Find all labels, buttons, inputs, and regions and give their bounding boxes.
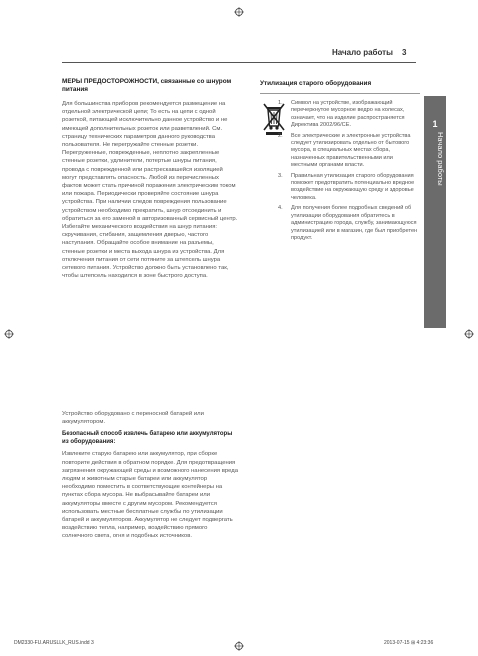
header-divider — [62, 62, 416, 63]
list-item: 1. Символ на устройстве, изображающий перечеркнутое мусорное ведро на колесах, означает, что на изделие распространяется Директива 2002/96/CE. — [278, 100, 405, 129]
disposal-heading: Утилизация старого оборудования — [260, 80, 372, 87]
footer-filename: DM2330-FU.ARUSLLK_RUS.indd 3 — [14, 640, 94, 646]
list-item: 3. Правильная утилизация старого оборудования поможет предотвратить потенциально вредное воздействие на окружающую среду и здоровье человека. — [278, 172, 415, 201]
battery-note: Устройство оборудовано с переносной батарей или аккумулятором. — [62, 411, 204, 426]
disposal-divider — [260, 93, 420, 94]
registration-mark-right — [464, 326, 474, 336]
disposal-list — [278, 100, 418, 242]
battery-heading: Безопасный способ извлечь батарею или аккумуляторы из оборудования: — [62, 431, 233, 446]
header-title: Начало работы — [332, 48, 393, 57]
footer-date: 2013-07-15 ⊞ 4:23:36 — [384, 640, 434, 646]
chapter-tab — [424, 96, 446, 328]
page-number: 3 — [402, 48, 407, 57]
disposal-list-container — [278, 100, 418, 245]
registration-mark-top — [234, 4, 244, 14]
list-item: 4. Для получения более подробных сведений об утилизации оборудования обратитесь в администрацию города, службу, занимающуюся утилизацией или в магазин, где был приобретен продукт. — [278, 205, 418, 241]
registration-mark-left — [4, 326, 14, 336]
chapter-tab-label: Начало работы — [436, 132, 445, 186]
power-cord-heading: МЕРЫ ПРЕДОСТОРОЖНОСТИ, связанные со шнуром питания — [62, 78, 232, 93]
left-column — [62, 78, 238, 280]
chapter-tab-number: 1 — [432, 119, 438, 129]
registration-mark-bottom — [234, 638, 244, 648]
power-cord-paragraph: Для большинства приборов рекомендуется размещение на отдельной электрической цепи; То есть на цепи с одной розеткой, питающей исключительно данное устройство и не имеющей дополнительных розеток или разветвлений. См. страницу технических параметров данного руководства пользователя. Не перегружайте стенные розетки. Перегруженные, поврежденные, неплотно закрепленные стенные розетки, удлинители, потертые шнуры питания, провода с поврежденной или растрескавшейся изоляцией могут представлять опасность. Любой из перечисленных фактов может стать причиной поражения электрическим током или пожара. Периодически проверяйте состояние шнура устройства. При наличии следов повреждения пользование устройством необходимо прекратить, шнур отсоединить и обратиться за его заменой в авторизованный сервисный центр. Избегайте механического воздействия на шнур питания: скручивания, стибания, защемления дверью, частого наступания. Обращайте особое внимание на разъемы, стенные розетки и места выхода шнура из устройства. Для отключения питания от сети потяните за штепсель шнура сетевого питания. Устройство должно быть установлено так, чтобы штепсель находился в зоне быстрого доступа. — [62, 101, 238, 280]
list-item: 2. Все электрические и электронные устройства следует утилизировать отдельно от бытового мусора, в специальных местах сбора, назначенных правительственными или местными органами власти. — [278, 132, 411, 169]
battery-paragraph: Извлеките старую батарею или аккумулятор, при сборке повторите действия в обратном порядке. Для предотвращения загрязнения окружающей среды и возможного нанесения вреда людям и животным старые батареи или аккумулятор необходимо поместить в соответствующие контейнеры на пунктах сбора мусора. Не выбрасывайте батареи или аккумуляторы вместе с другим мусором. Рекомендуется использовать местные бесплатные службы по утилизации батарей и аккумуляторов. Аккумулятор не следует подвергать воздействию тепла, например, воздействию прямого солнечного света, огня и подобных источников. — [62, 451, 238, 540]
battery-section — [62, 410, 238, 541]
